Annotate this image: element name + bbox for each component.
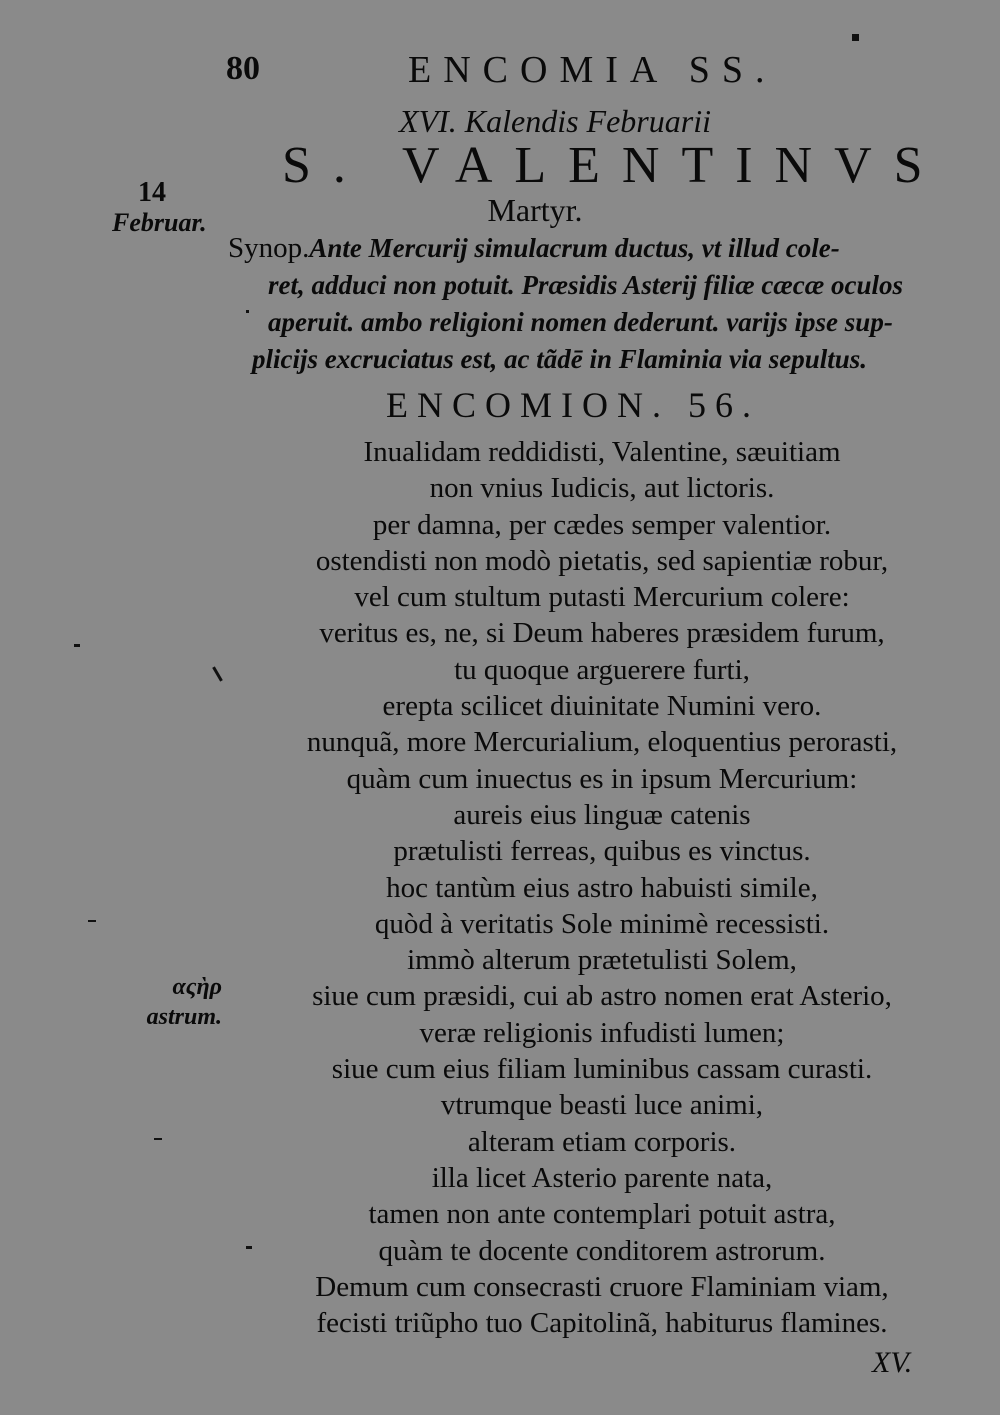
poem-verse: Demum cum consecrasti cruore Flaminiam viam, (315, 1270, 889, 1303)
poem-verse: siue cum eius filiam luminibus cassam curasti. (331, 1053, 873, 1086)
poem-verse: non vnius Iudicis, aut lictoris. (429, 472, 775, 505)
poem-verse: siue cum præsidi, cui ab astro nomen erat Asterio, (312, 980, 892, 1013)
synopsis-block (228, 230, 968, 378)
margin-date-note (112, 178, 207, 238)
poem-verse: fecisti triũpho tuo Capitolinã, habiturus flamines. (316, 1307, 888, 1340)
scan-speck (88, 920, 96, 922)
scan-speck (246, 310, 249, 313)
poem-verse: immò alterum prætetulisti Solem, (407, 944, 797, 977)
scan-speck (246, 1246, 252, 1249)
saint-name-heading: S. VALENTINVS (282, 137, 945, 194)
synopsis-line: ret, adduci non potuit. Præsidis Asterij filiæ cæcæ oculos (268, 270, 904, 300)
poem-verse: illa licet Asterio parente nata, (431, 1161, 773, 1194)
poem-verse: vtrumque beasti luce animi, (440, 1089, 764, 1122)
margin-date-month: Februar. (112, 208, 207, 237)
poem-verse: quòd à veritatis Sole minimè recessisti. (374, 907, 830, 940)
poem-verse: ostendisti non modò pietatis, sed sapientiæ robur, (315, 544, 889, 577)
scan-speck (74, 644, 80, 647)
poem-verse: veræ religionis infudisti lumen; (419, 1016, 785, 1049)
synopsis-line: plicijs excruciatus est, ac tãdē in Flaminia via sepultus. (252, 344, 868, 374)
poem-verse: quàm cum inuectus es in ipsum Mercurium: (346, 762, 858, 795)
poem-verse: alteram etiam corporis. (467, 1125, 737, 1158)
synopsis-text: Ante Mercurij simulacrum ductus, vt illud cole- (309, 233, 840, 263)
scan-speck (154, 1138, 162, 1140)
scan-speck (212, 666, 223, 681)
poem-verse: nunquã, more Mercurialium, eloquentius perorasti, (306, 726, 898, 759)
poem-verse: hoc tantùm eius astro habuisti simile, (386, 871, 818, 904)
poem-verse: Inualidam reddidisti, Valentine, sæuitiam (363, 436, 841, 468)
poem-verse: per damna, per cædes semper valentior. (372, 508, 832, 541)
poem-body (232, 434, 972, 1341)
poem-verse: aureis eius linguæ catenis (453, 798, 751, 831)
saint-title: Martyr. (487, 192, 583, 228)
margin-date-day: 14 (138, 177, 166, 208)
margin-note-greek: αςὴρ (172, 974, 222, 1000)
page-number: 80 (226, 50, 260, 87)
poem-verse: quàm te docente conditorem astrorum. (378, 1234, 826, 1267)
synopsis-line (228, 230, 968, 267)
poem-verse: veritus es, ne, si Deum haberes præsidem furum, (319, 617, 885, 650)
poem-verse: prætulisti ferreas, quibus es vinctus. (393, 835, 811, 868)
synopsis-lead: Synop. (228, 232, 310, 264)
margin-note-latin: astrum. (146, 1004, 222, 1030)
poem-verse: tamen non ante contemplari potuit astra, (368, 1198, 836, 1231)
catchword: XV. (872, 1346, 913, 1379)
synopsis-line: aperuit. ambo religioni nomen dederunt. varijs ipse sup- (268, 307, 893, 337)
feast-date-line: XVI. Kalendis Februarii (399, 103, 711, 139)
encomion-heading: ENCOMION. 56. (386, 385, 760, 425)
margin-note-astrum (102, 972, 222, 1032)
running-head: ENCOMIA SS. (408, 49, 777, 91)
poem-verse: erepta scilicet diuinitate Numini vero. (382, 690, 822, 723)
scan-speck (852, 34, 859, 41)
poem-verse: tu quoque arguerere furti, (454, 653, 750, 686)
poem-verse: vel cum stultum putasti Mercurium colere: (354, 581, 850, 614)
